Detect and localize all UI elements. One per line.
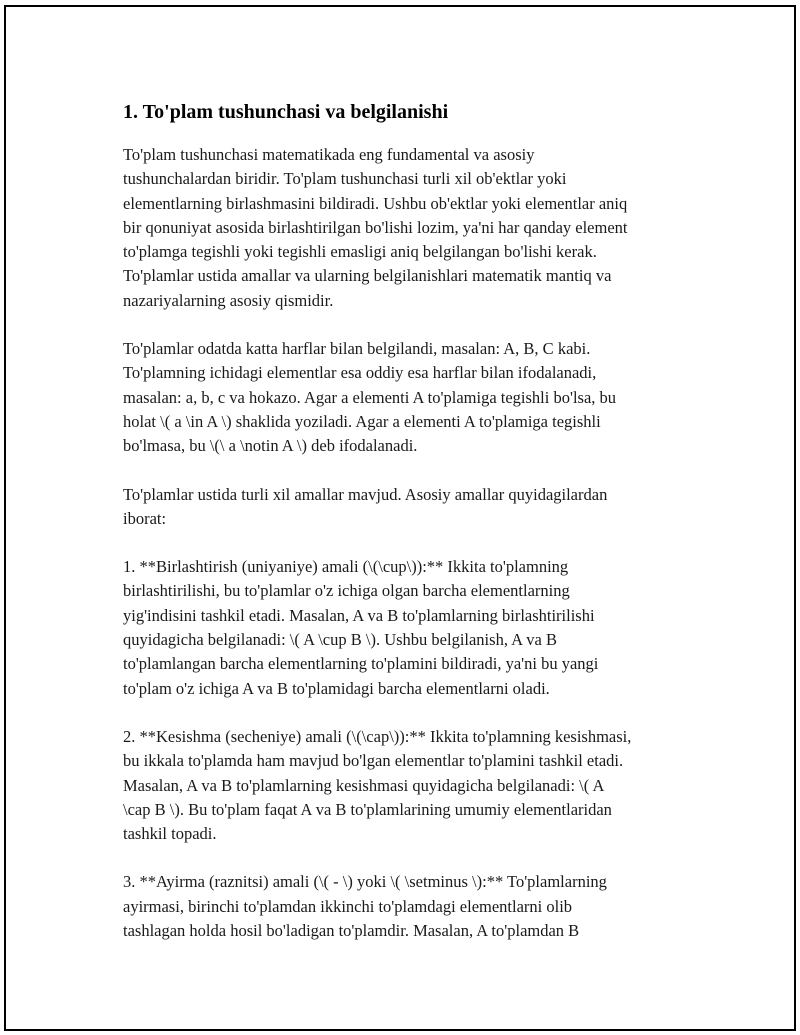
paragraph-difference: 3. **Ayirma (raznitsi) amali (\( - \) yoki \( \setminus \):** To'plamlarning ayirmasi, birinchi to'plamdan ikkinchi to'plamdagi elementlarni olib tashlagan holda hosil bo'ladigan to'plamdir. Masalan, A to'plamdan B [123, 872, 607, 941]
paragraph-union: 1. **Birlashtirish (uniyaniye) amali (\(\cup\)):** Ikkita to'plamning birlashtirilishi, bu to'plamlar o'z ichiga olgan barcha elementlarning yig'indisini tashkil etadi. Masalan, A va B to'plamlarning birlashtirilishi quyidagicha belgilanadi: \( A \cup B \). Ushbu belgilanish, A va B to'plamlangan barcha elementlarning to'plamini bildiradi, ya'ni bu yangi to'plam o'z ichiga A va B to'plamidagi barcha elementlarni oladi. [123, 557, 599, 698]
page-frame [4, 5, 796, 1031]
paragraph-intersection: 2. **Kesishma (secheniye) amali (\(\cap\)):** Ikkita to'plamning kesishmasi, bu ikkala to'plamda ham mavjud bo'lgan elementlar to'plamini tashkil etadi. Masalan, A va B to'plamlarning kesishmasi quyidagicha belgilanadi: \( A \cap B \). Bu to'plam faqat A va B to'plamlarining umumiy elementlaridan tashkil topadi. [123, 726, 632, 844]
section-heading: 1. To'plam tushunchasi va belgilanishi [123, 101, 449, 123]
paragraph-notation: To'plamlar odatda katta harflar bilan belgilandi, masalan: A, B, C kabi. To'plamning ichidagi elementlar esa oddiy esa harflar bilan ifodalanadi, masalan: a, b, c va hokazo. Agar a elementi A to'plamiga tegishli bo'lsa, bu holat \( a \in A \) shaklida yoziladi. Agar a elementi A to'plamiga tegishli bo'lmasa, bu \(\ a \notin A \) deb ifodalanadi. [123, 339, 617, 456]
document-body [123, 95, 698, 967]
paragraph-intro: To'plam tushunchasi matematikada eng fundamental va asosiy tushunchalardan biridir. To'plam tushunchasi turli xil ob'ektlar yoki elementlarning birlashmasini bildiradi. Ushbu ob'ektlar yoki elementlar aniq bir qonuniyat asosida birlashtirilgan bo'lishi lozim, ya'ni har qanday element to'plamga tegishli yoki tegishli emasligi aniq belgilangan bo'lishi kerak. To'plamlar ustida amallar va ularning belgilanishlari matematik mantiq va nazariyalarning asosiy qismidir. [123, 145, 628, 310]
paragraph-operations-intro: To'plamlar ustida turli xil amallar mavjud. Asosiy amallar quyidagilardan iborat: [123, 484, 608, 528]
